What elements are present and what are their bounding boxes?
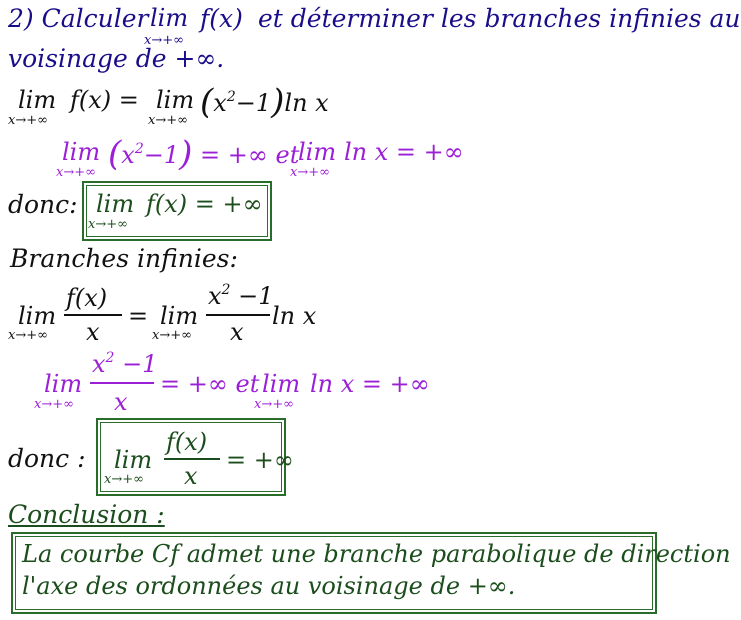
- eq3-ln: ln x: [272, 302, 317, 330]
- donc1-label: donc:: [8, 190, 78, 219]
- eq2-x: x: [121, 141, 135, 169]
- eq4-num-sq: 2: [105, 350, 115, 366]
- eq3-den: x: [86, 318, 100, 346]
- eq2-expr: [108, 132, 299, 172]
- donc2-num: f(x): [166, 428, 208, 456]
- eq4-den: x: [114, 388, 128, 416]
- eq4-lim2: lim: [262, 370, 301, 398]
- heading-number: 2): [8, 4, 34, 33]
- branches-title: Branches infinies:: [10, 244, 238, 273]
- eq4-fraction-bar: [90, 382, 154, 384]
- eq3-lim: lim: [18, 302, 57, 330]
- heading-calculer: Calculer: [41, 4, 149, 33]
- heading-lim: lim: [150, 4, 189, 32]
- eq4-num-rest: −1: [122, 350, 158, 378]
- heading-lim-sub: x→+∞: [144, 33, 184, 48]
- heading-rest: et déterminer les branches infinies au: [258, 4, 741, 33]
- eq1-sub: x→+∞: [8, 113, 48, 128]
- heading-line-2: voisinage de +∞.: [8, 44, 225, 73]
- eq1-sq: 2: [226, 89, 236, 105]
- eq4-sub: x→+∞: [34, 397, 74, 412]
- eq4-eq-et: [160, 370, 259, 398]
- eq2-eq: = +∞: [200, 141, 268, 169]
- eq2-paren-open: (: [108, 134, 122, 174]
- donc1-sub: x→+∞: [88, 217, 128, 232]
- conclusion-title: Conclusion :: [8, 500, 165, 529]
- eq1-minus1: −1: [235, 89, 272, 117]
- donc2-fraction-bar: [164, 458, 220, 460]
- eq3-num2-x: x: [208, 282, 222, 310]
- donc2-sub: x→+∞: [104, 472, 144, 487]
- eq1-lim: lim: [18, 86, 57, 114]
- donc2-eq: = +∞: [226, 446, 294, 474]
- eq4-ln: ln x = +∞: [310, 370, 430, 398]
- donc1-lim: lim: [96, 190, 135, 218]
- eq1-paren-open: (: [200, 82, 214, 122]
- eq3-num2-rest: −1: [238, 282, 274, 310]
- eq2-sub: x→+∞: [56, 165, 96, 180]
- eq4-et: et: [235, 370, 260, 398]
- donc2-label: donc :: [8, 444, 86, 473]
- eq3-lim2: lim: [160, 302, 199, 330]
- conclusion-line-1: La courbe Cf admet une branche parabolique de direction: [22, 540, 731, 568]
- eq1-ln: ln x: [284, 89, 329, 117]
- eq1-lim2: lim: [156, 86, 195, 114]
- eq2-sub2: x→+∞: [290, 165, 330, 180]
- eq3-num2-sq: 2: [221, 282, 231, 298]
- donc2-den: x: [184, 462, 198, 490]
- eq2-paren-close: ): [179, 134, 193, 174]
- eq1-paren-close: ): [271, 82, 285, 122]
- eq3-fraction-bar-2: [206, 314, 270, 316]
- eq4-num: [92, 350, 158, 378]
- eq2-lim2: lim: [298, 138, 337, 166]
- conclusion-line-2: l'axe des ordonnées au voisinage de +∞.: [22, 572, 516, 600]
- eq3-sub: x→+∞: [8, 328, 48, 343]
- eq4-eq: = +∞: [160, 370, 228, 398]
- eq4-num-x: x: [92, 350, 106, 378]
- eq2-ln: ln x = +∞: [344, 138, 464, 166]
- donc2-lim: lim: [114, 446, 153, 474]
- eq3-fraction-bar: [64, 314, 122, 316]
- eq3-num: f(x): [66, 284, 108, 312]
- eq4-lim: lim: [44, 370, 83, 398]
- eq3-sub2: x→+∞: [152, 328, 192, 343]
- eq1-sub2: x→+∞: [148, 113, 188, 128]
- eq4-sub2: x→+∞: [254, 397, 294, 412]
- eq2-et: et: [275, 141, 300, 169]
- donc1-expr: f(x) = +∞: [146, 190, 263, 218]
- eq1-lhs: f(x) =: [70, 86, 139, 114]
- eq1-expr: [200, 80, 329, 120]
- heading-fx: f(x): [200, 4, 243, 33]
- eq3-eq: =: [128, 302, 149, 330]
- eq1-x: x: [213, 89, 227, 117]
- heading-line-1: [8, 4, 149, 33]
- eq3-num2: [208, 282, 274, 310]
- eq2-sq: 2: [134, 141, 144, 157]
- eq2-lim: lim: [62, 138, 101, 166]
- eq2-minus1: −1: [143, 141, 180, 169]
- eq3-den2: x: [230, 318, 244, 346]
